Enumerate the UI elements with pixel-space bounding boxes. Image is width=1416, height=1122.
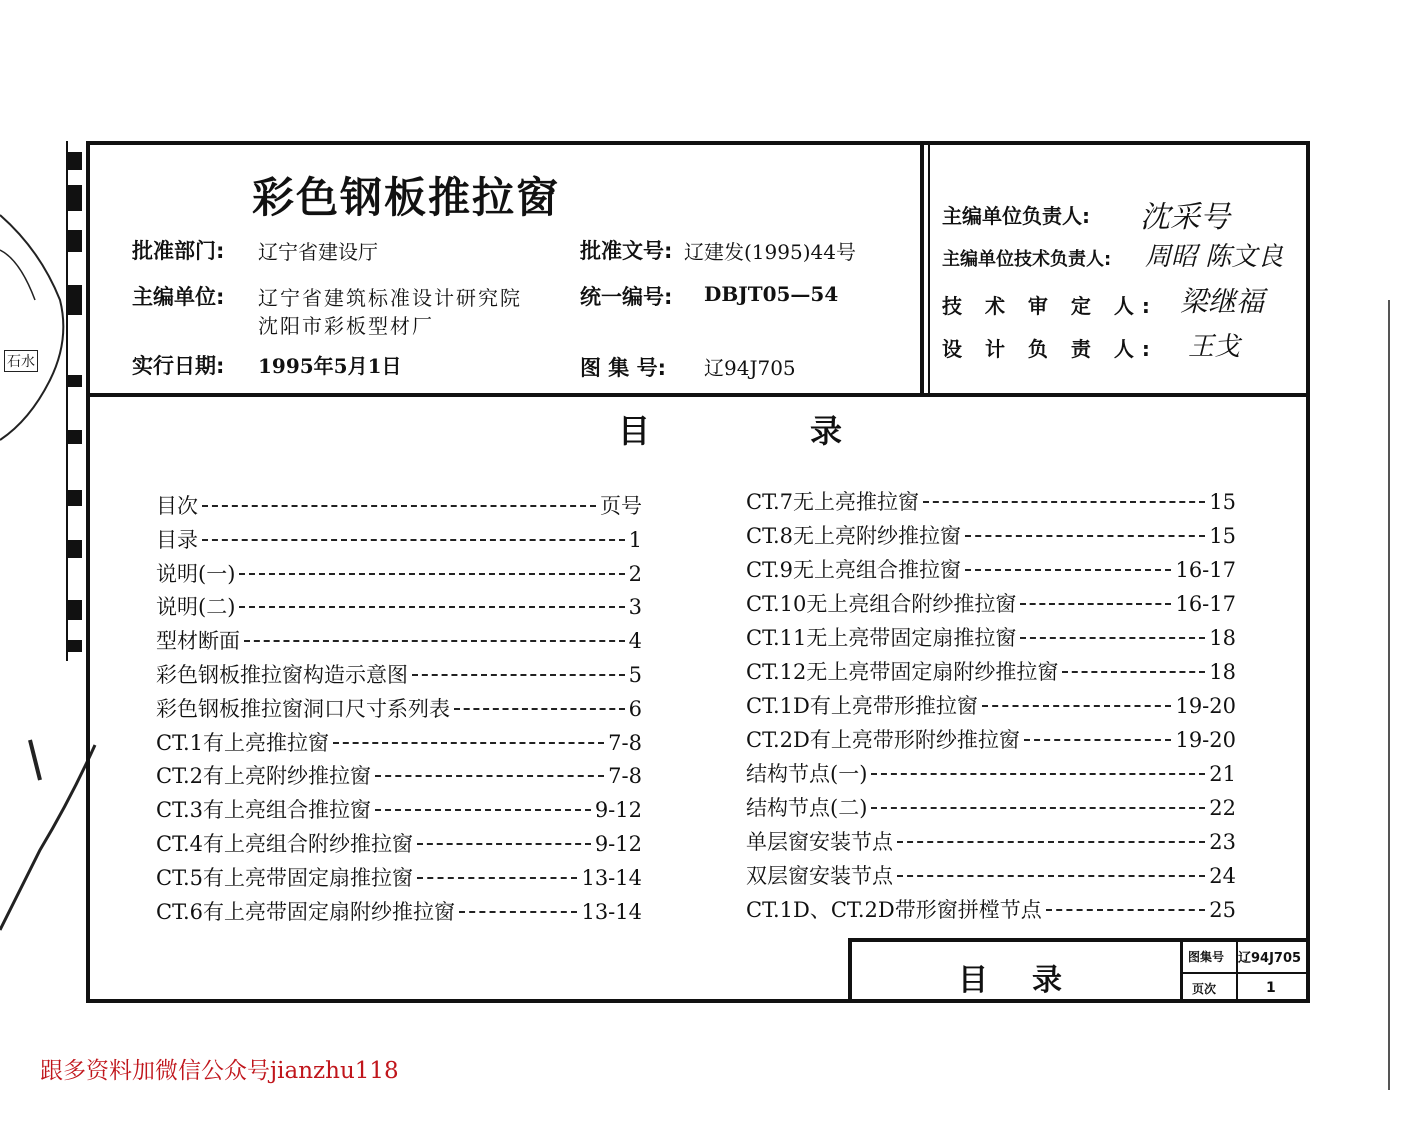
titleblock-atlas-label: 图集号	[1188, 950, 1225, 964]
toc-leader-dashes	[897, 841, 1205, 843]
toc-entry-title: CT.1有上亮推拉窗	[156, 730, 330, 755]
toc-leader-dashes	[1020, 603, 1171, 605]
toc-leader-dashes	[244, 640, 625, 642]
toc-entry	[746, 622, 1236, 652]
toc-entry-title: 型材断面	[156, 629, 240, 654]
toc-entry-page: 7-8	[608, 730, 642, 755]
toc-entry-title: CT.6有上亮带固定扇附纱推拉窗	[156, 899, 456, 924]
toc-entry	[156, 693, 642, 723]
toc-entry-page: 24	[1209, 864, 1236, 888]
toc-entry-title: 目次	[156, 494, 198, 518]
toc-entry	[746, 520, 1236, 550]
unified-no: DBJT05—54	[704, 282, 839, 306]
toc-leader-dashes	[1046, 909, 1206, 911]
toc-leader-dashes	[871, 807, 1205, 809]
chief-unit-label: 主编单位负责人:	[942, 204, 1090, 228]
toc-entry-title: CT.7无上亮推拉窗	[746, 490, 920, 514]
toc-entry-title: CT.5有上亮带固定扇推拉窗	[156, 865, 414, 890]
strip-mark	[68, 230, 82, 252]
header-divider	[86, 393, 1310, 397]
titleblock-page-value: 1	[1266, 980, 1276, 996]
footer-note: 跟多资料加微信公众号jianzhu118	[40, 1058, 399, 1084]
titleblock-top	[848, 938, 1310, 942]
toc-leader-dashes	[1024, 739, 1172, 741]
toc-entry	[156, 659, 642, 689]
approval-dept: 辽宁省建设厅	[258, 240, 378, 264]
toc-entry-title: 双层窗安装节点	[746, 864, 893, 888]
toc-entry	[156, 760, 642, 790]
titleblock-divider	[1180, 938, 1183, 1002]
toc-entry-title: CT.11无上亮带固定扇推拉窗	[746, 626, 1017, 650]
toc-entry-title: CT.9无上亮组合推拉窗	[746, 558, 962, 582]
strip-mark	[68, 285, 82, 315]
editor-line2: 沈阳市彩板型材厂	[258, 314, 434, 338]
toc-leader-dashes	[965, 569, 1171, 571]
toc-leader-dashes	[459, 911, 577, 913]
approval-doc-label: 批准文号:	[580, 239, 673, 263]
effective-date: 1995年5月1日	[258, 354, 402, 378]
toc-entry-title: CT.1D有上亮带形推拉窗	[746, 694, 978, 718]
toc-entry-title: CT.10无上亮组合附纱推拉窗	[746, 592, 1017, 616]
toc-leader-dashes	[239, 573, 624, 575]
toc-entry-title: CT.8无上亮附纱推拉窗	[746, 524, 962, 548]
toc-entry-page: 13-14	[581, 899, 642, 924]
toc-entry	[156, 524, 642, 554]
toc-leader-dashes	[965, 535, 1205, 537]
tech-signature: 周昭 陈文良	[1145, 242, 1284, 272]
toc-entry-title: CT.4有上亮组合附纱推拉窗	[156, 832, 414, 856]
toc-heading-a: 目	[618, 412, 651, 450]
toc-entry-title: CT.2有上亮附纱推拉窗	[156, 764, 372, 789]
toc-entry-title: CT.12无上亮带固定扇附纱推拉窗	[746, 660, 1059, 684]
toc-entry-title: CT.3有上亮组合推拉窗	[156, 798, 372, 823]
chief-unit-signature: 沈采号	[1140, 200, 1230, 235]
toc-leader-dashes	[871, 773, 1205, 775]
toc-entry-title: 单层窗安装节点	[746, 830, 893, 854]
toc-entry-page: 4	[628, 629, 642, 654]
strip-mark	[68, 640, 82, 652]
editor-line1: 辽宁省建筑标准设计研究院	[258, 286, 522, 310]
toc-entry-page: 9-12	[594, 798, 642, 823]
toc-leader-dashes	[202, 539, 625, 541]
toc-entry	[156, 727, 642, 757]
toc-leader-dashes	[375, 775, 604, 777]
toc-entry-page: 13-14	[581, 865, 642, 890]
toc-entry	[746, 486, 1236, 516]
toc-entry	[746, 588, 1236, 618]
toc-entry-page: 16-17	[1175, 558, 1236, 582]
toc-heading-b: 录	[810, 412, 843, 450]
review-label: 技 术 审 定 人:	[942, 294, 1158, 318]
strip-mark	[68, 185, 82, 211]
toc-entry-title: 说明(一)	[156, 561, 236, 586]
toc-entry-title: 结构节点(二)	[746, 796, 868, 820]
toc-entry-page: 页号	[600, 494, 642, 518]
editor-label: 主编单位:	[132, 285, 225, 309]
register-strip	[66, 141, 88, 661]
titleblock-name-a: 目	[958, 963, 988, 998]
toc-entry	[156, 794, 642, 824]
toc-entry	[746, 724, 1236, 754]
atlas-no-label: 图 集 号:	[580, 356, 667, 380]
toc-entry	[746, 554, 1236, 584]
toc-entry	[156, 558, 642, 588]
toc-entry-page: 25	[1209, 898, 1236, 922]
toc-entry-page: 15	[1209, 524, 1236, 548]
toc-entry-title: 彩色钢板推拉窗洞口尺寸系列表	[156, 696, 450, 721]
toc-entry-page: 18	[1209, 660, 1236, 684]
scan-edge	[1388, 300, 1390, 1090]
toc-leader-dashes	[982, 705, 1172, 707]
unified-no-label: 统一编号:	[580, 285, 673, 309]
toc-entry-title: 彩色钢板推拉窗构造示意图	[156, 663, 408, 687]
tech-label: 主编单位技术负责人:	[942, 249, 1112, 270]
strip-mark	[68, 600, 82, 620]
strip-mark	[68, 152, 82, 170]
header-column-divider-thin	[928, 141, 930, 395]
toc-entry-page: 23	[1209, 830, 1236, 854]
toc-entry	[746, 826, 1236, 856]
toc-entry-page: 9-12	[594, 832, 642, 856]
toc-leader-dashes	[202, 505, 596, 507]
strip-mark	[68, 490, 82, 506]
toc-leader-dashes	[239, 606, 624, 608]
titleblock-atlas-value: 辽94J705	[1238, 951, 1302, 966]
toc-entry-page: 19-20	[1175, 694, 1236, 718]
strip-mark	[68, 430, 82, 444]
approval-dept-label: 批准部门:	[132, 239, 225, 263]
toc-entry-title: 目录	[156, 527, 198, 552]
toc-entry-page: 7-8	[608, 764, 642, 789]
toc-entry-title: CT.1D、CT.2D带形窗拼樘节点	[746, 898, 1042, 922]
toc-entry-title: 说明(二)	[156, 595, 236, 620]
toc-entry	[746, 792, 1236, 822]
titleblock-left	[848, 938, 852, 1002]
toc-entry	[156, 828, 642, 858]
design-label: 设 计 负 责 人:	[942, 337, 1158, 361]
toc-entry	[156, 625, 642, 655]
atlas-no: 辽94J705	[704, 356, 796, 380]
toc-leader-dashes	[1020, 637, 1205, 639]
toc-entry	[746, 860, 1236, 890]
toc-entry-page: 1	[628, 527, 642, 552]
toc-entry	[746, 894, 1236, 924]
toc-leader-dashes	[333, 742, 604, 744]
review-signature: 梁继福	[1180, 285, 1265, 318]
design-signature: 王戈	[1188, 332, 1241, 362]
toc-entry	[156, 490, 642, 520]
toc-entry-title: CT.2D有上亮带形附纱推拉窗	[746, 728, 1020, 752]
toc-leader-dashes	[412, 674, 625, 676]
toc-entry-page: 2	[628, 561, 642, 586]
toc-entry-page: 6	[628, 696, 642, 721]
effective-label: 实行日期:	[132, 354, 225, 378]
toc-leader-dashes	[417, 843, 591, 845]
header-column-divider	[920, 141, 924, 395]
toc-entry-page: 16-17	[1175, 592, 1236, 616]
left-strip-label: 石水	[4, 350, 38, 372]
toc-entry-title: 结构节点(一)	[746, 762, 868, 786]
approval-doc: 辽建发(1995)44号	[684, 240, 856, 264]
toc-entry	[746, 758, 1236, 788]
toc-entry-page: 19-20	[1175, 728, 1236, 752]
toc-leader-dashes	[923, 501, 1205, 503]
toc-entry-page: 5	[628, 663, 642, 687]
titleblock-row-divider	[1180, 972, 1310, 974]
page-title: 彩色钢板推拉窗	[252, 173, 561, 222]
toc-leader-dashes	[375, 809, 591, 811]
titleblock-page-label: 页次	[1192, 982, 1217, 996]
strip-mark	[68, 375, 82, 387]
toc-entry	[156, 862, 642, 892]
toc-leader-dashes	[417, 877, 577, 879]
toc-entry	[156, 591, 642, 621]
toc-entry-page: 18	[1209, 626, 1236, 650]
titleblock-name-b: 录	[1032, 963, 1062, 998]
toc-entry-page: 15	[1209, 490, 1236, 514]
toc-entry	[746, 690, 1236, 720]
toc-entry	[746, 656, 1236, 686]
toc-leader-dashes	[1062, 671, 1205, 673]
strip-mark	[68, 540, 82, 558]
toc-leader-dashes	[454, 708, 625, 710]
toc-entry-page: 22	[1209, 796, 1236, 820]
toc-entry-page: 21	[1209, 762, 1236, 786]
toc-entry	[156, 896, 642, 926]
toc-entry-page: 3	[628, 595, 642, 620]
toc-leader-dashes	[897, 875, 1205, 877]
